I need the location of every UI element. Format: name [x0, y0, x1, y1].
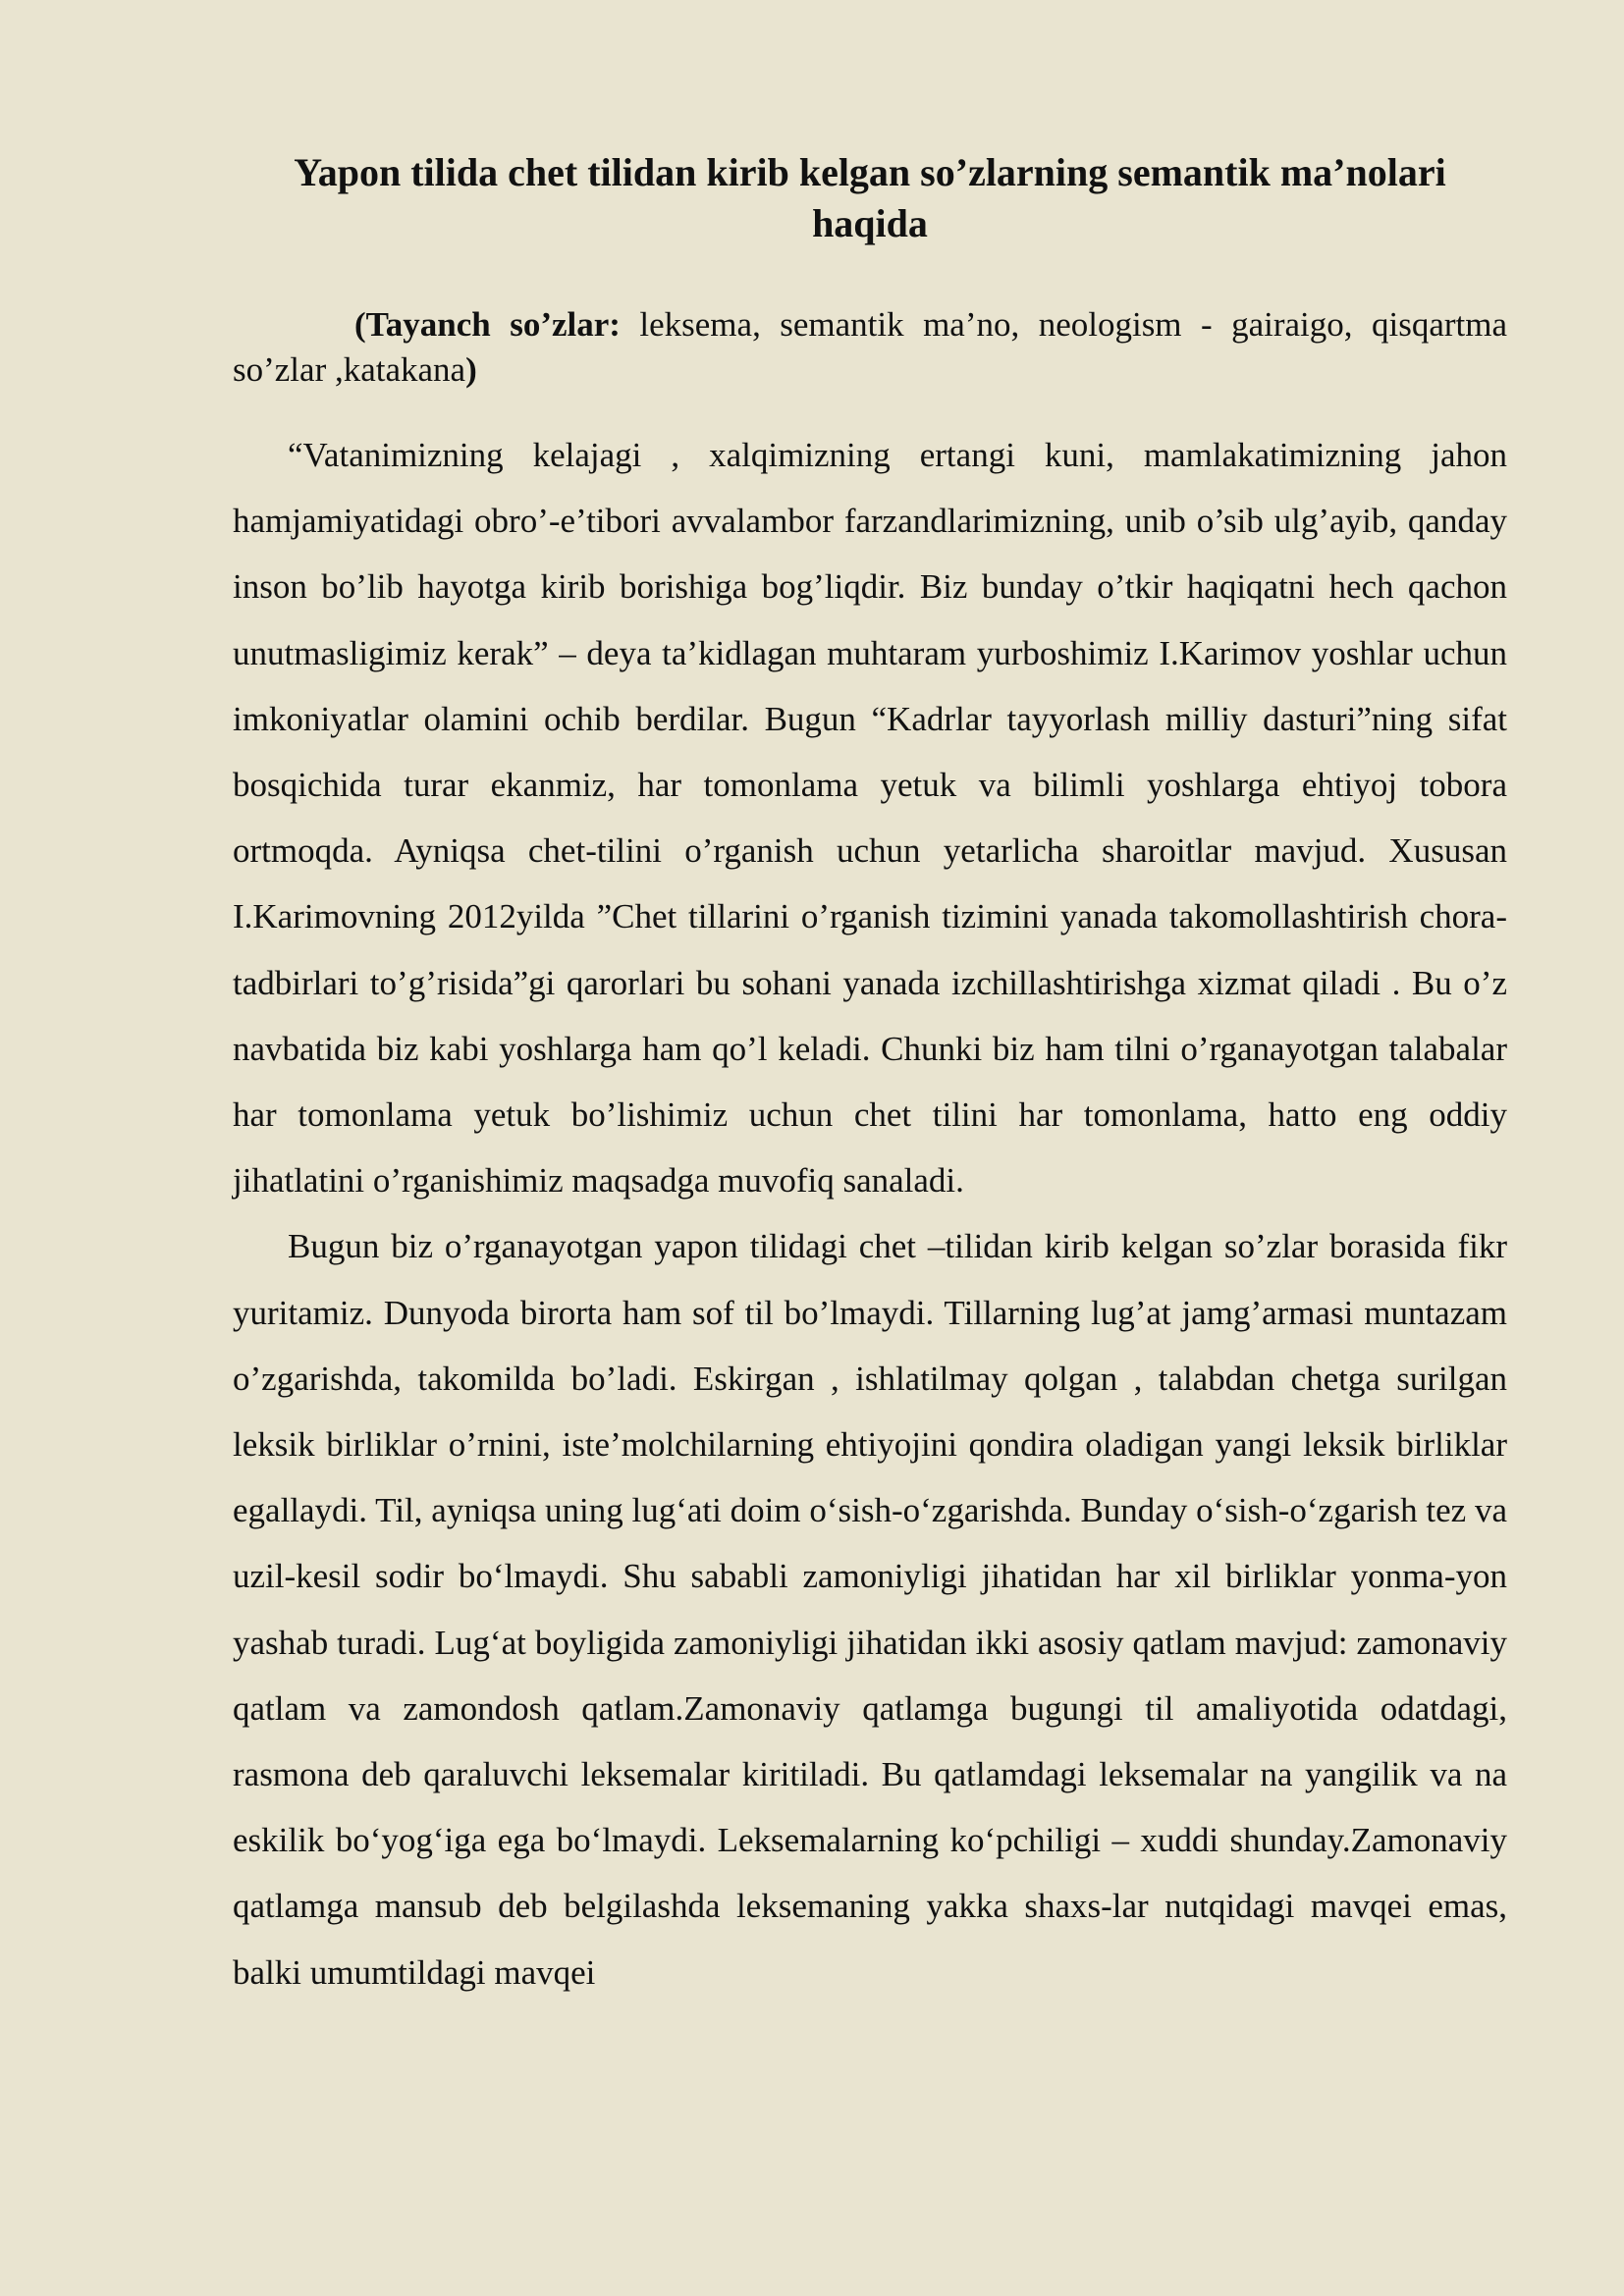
keywords-close: ) — [465, 350, 477, 389]
keywords-block — [233, 302, 1507, 393]
keywords-text: leksema, semantik ma’no, neologism - gairaigo, qisqartma so’zlar ,katakana — [233, 305, 1507, 389]
paragraph-2: Bugun biz o’rganayotgan yapon tilidagi chet –tilidan kirib kelgan so’zlar borasida fikr yuritamiz. Dunyoda birorta ham sof til bo’lmaydi. Tillarning lug’at jamg’armasi muntazam o’zgarishda, takomilda bo’ladi. Eskirgan , ishlatilmay qolgan , talabdan chetga surilgan leksik birliklar o’rnini, iste’molchilarning ehtiyojini qondira oladigan yangi leksik birliklar egallaydi. Til, ayniqsa uning lug‘ati doim o‘sish-o‘zgarishda. Bunday o‘sish-o‘zgarish tez va uzil-kesil sodir bo‘lmaydi. Shu sababli zamoniyligi jihatidan har xil birliklar yonma-yon yashab turadi. Lug‘at boyligida zamoniyligi jihatidan ikki asosiy qatlam mavjud: zamonaviy qatlam va zamondosh qatlam.Zamonaviy qatlamga bugungi til amaliyotida odatdagi, rasmona deb qaraluvchi leksemalar kiritiladi. Bu qatlamdagi leksemalar na yangilik va na eskilik bo‘yog‘iga ega bo‘lmaydi. Leksemalarning ko‘pchiligi – xuddi shunday.Zamonaviy qatlamga mansub deb belgilashda leksemaning yakka shaxs-lar nutqidagi mavqei emas, balki umumtildagi mavqei — [233, 1227, 1507, 1992]
document-title: Yapon tilida chet tilidan kirib kelgan so’zlarning semantik ma’nolari haqida — [294, 150, 1446, 245]
paragraph-1: “Vatanimizning kelajagi , xalqimizning ertangi kuni, mamlakatimizning jahon hamjamiyatidagi obro’-e’tibori avvalambor farzandlarimizning, unib o’sib ulg’ayib, qanday inson bo’lib hayotga kirib borishiga bog’liqdir. Biz bunday o’tkir haqiqatni hech qachon unutmasligimiz kerak” – deya ta’kidlagan muhtaram yurboshimiz I.Karimov yoshlar uchun imkoniyatlar olamini ochib berdilar. Bugun “Kadrlar tayyorlash milliy dasturi”ning sifat bosqichida turar ekanmiz, har tomonlama yetuk va bilimli yoshlarga ehtiyoj tobora ortmoqda. Ayniqsa chet-tilini o’rganish uchun yetarlicha sharoitlar mavjud. Xususan I.Karimovning 2012yilda ”Chet tillarini o’rganish tizimini yanada takomollashtirish chora-tadbirlari to’g’risida”gi qarorlari bu sohani yanada izchillashtirishga xizmat qiladi . Bu o’z navbatida biz kabi yoshlarga ham qo’l keladi. Chunki biz ham tilni o’rganayotgan talabalar har tomonlama yetuk bo’lishimiz uchun chet tilini har tomonlama, hatto eng oddiy jihatlatini o’rganishimiz maqsadga muvofiq sanaladi. — [233, 436, 1507, 1201]
document-page — [233, 147, 1507, 2005]
keywords-label: (Tayanch so’zlar: — [354, 305, 621, 344]
